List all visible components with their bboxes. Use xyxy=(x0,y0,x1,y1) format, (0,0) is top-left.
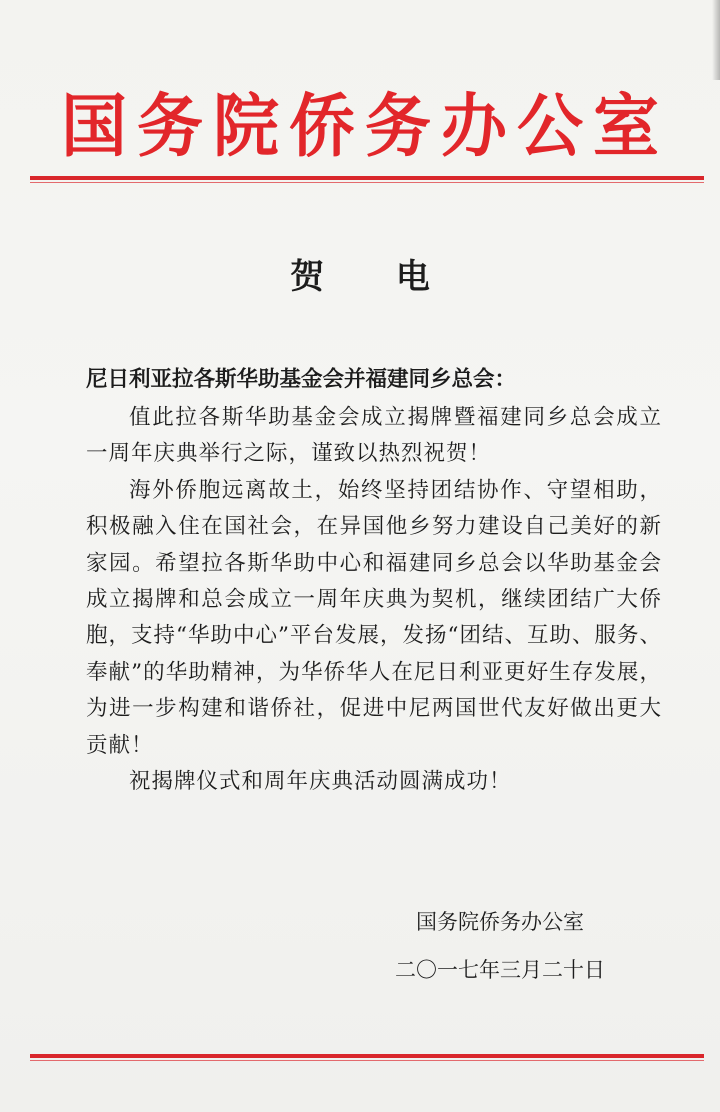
footer-red-rule-thin xyxy=(30,1060,704,1061)
body-paragraph-2: 海外侨胞远离故土，始终坚持团结协作、守望相助，积极融入住在国社会，在异国他乡努力建设自己美好的新家园。希望拉各斯华助中心和福建同乡总会以华助基金会成立揭牌和总会成立一周年庆典为契机，继续团结广大侨胞，支持“华助中心”平台发展，发扬“团结、互助、服务、奉献”的华助精神，为华侨华人在尼日利亚更好生存发展，为进一步构建和谐侨社，促进中尼两国世代友好做出更大贡献！ xyxy=(86,477,662,758)
body-paragraph-3: 祝揭牌仪式和周年庆典活动圆满成功！ xyxy=(129,769,512,795)
letterhead-red-rule-thin xyxy=(30,182,704,183)
signature-block xyxy=(370,898,630,994)
issuer-name: 国务院侨务办公室 xyxy=(416,910,584,934)
issue-date: 二〇一七年三月二十日 xyxy=(395,958,605,982)
letterhead-red-rule xyxy=(30,176,704,180)
body-paragraph-1: 值此拉各斯华助基金会成立揭牌暨福建同乡总会成立一周年庆典举行之际，谨致以热烈祝贺！ xyxy=(86,405,662,467)
letter-body xyxy=(86,400,662,800)
document-title: 贺 电 xyxy=(290,257,460,297)
letterhead-title: 国务院侨务办公室 xyxy=(61,86,669,167)
salutation: 尼日利亚拉各斯华助基金会并福建同乡总会： xyxy=(86,367,517,392)
page-edge-shadow xyxy=(712,0,720,80)
footer-red-rule xyxy=(30,1054,704,1058)
